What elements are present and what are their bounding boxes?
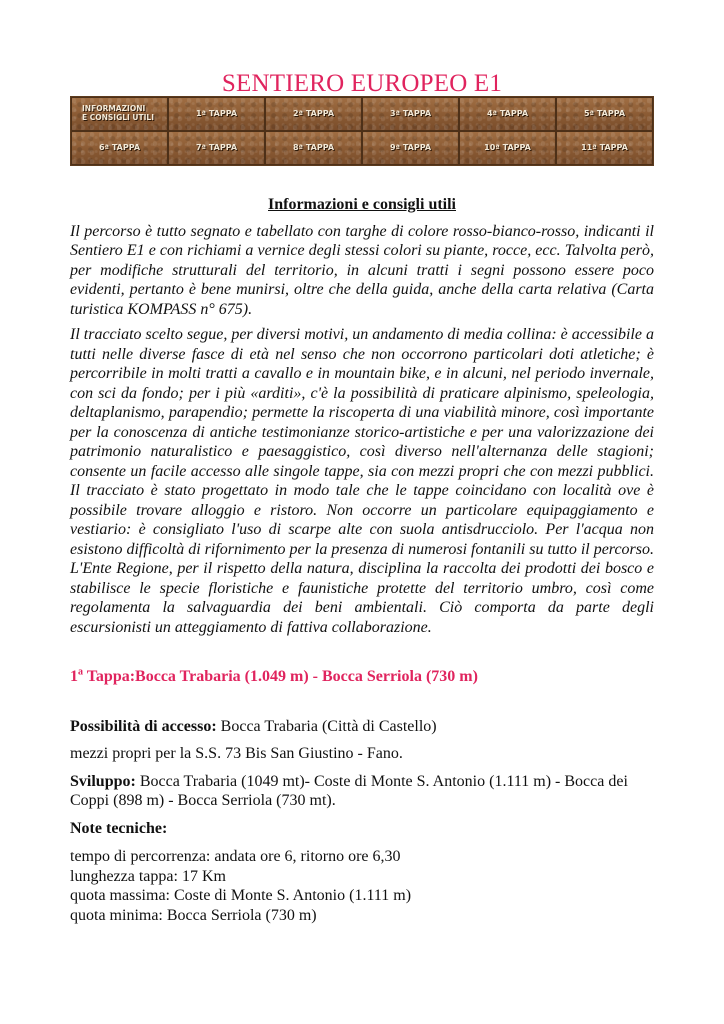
- page-title: SENTIERO EUROPEO E1: [221, 70, 503, 97]
- nav-stage-10-button[interactable]: 10ª TAPPA: [459, 131, 556, 165]
- note-travel-time: tempo di percorrenza: andata ore 6, ritorno ore 6,30: [70, 848, 401, 865]
- nav-stage-1-button[interactable]: 1ª TAPPA: [168, 97, 265, 131]
- technical-notes: [70, 847, 654, 925]
- nav-stage-3-button[interactable]: 3ª TAPPA: [362, 97, 459, 131]
- note-min-altitude: quota minima: Bocca Serriola (730 m): [70, 906, 317, 924]
- access-line-2: mezzi propri per la S.S. 73 Bis San Giustino - Fano.: [70, 745, 403, 762]
- access-label: Possibilità di accesso:: [70, 717, 217, 735]
- development-value: Bocca Trabaria (1049 mt)- Coste di Monte S. Antonio (1.111 m) - Bocca dei Coppi (898 m) - Bocca Serriola (730 mt).: [70, 772, 628, 809]
- nav-info-button[interactable]: INFORMAZIONI E CONSIGLI UTILI: [71, 97, 168, 131]
- note-max-altitude: quota massima: Coste di Monte S. Antonio (1.111 m): [70, 887, 412, 904]
- nav-stage-9-button[interactable]: 9ª TAPPA: [362, 131, 459, 165]
- access-line: [70, 717, 654, 737]
- nav-stage-4-button[interactable]: 4ª TAPPA: [459, 97, 556, 131]
- nav-stage-7-button[interactable]: 7ª TAPPA: [168, 131, 265, 165]
- nav-stage-2-button[interactable]: 2ª TAPPA: [265, 97, 362, 131]
- nav-stage-6-button[interactable]: 6ª TAPPA: [71, 131, 168, 165]
- info-heading: Informazioni e consigli utili: [268, 196, 456, 213]
- development-line: [70, 772, 654, 811]
- nav-stage-11-button[interactable]: 11ª TAPPA: [556, 131, 653, 165]
- access-value: Bocca Trabaria (Città di Castello): [216, 717, 437, 735]
- technical-notes-label: Note tecniche:: [70, 819, 168, 837]
- stage-1-title: [70, 667, 654, 687]
- nav-stage-5-button[interactable]: 5ª TAPPA: [556, 97, 653, 131]
- info-paragraph-2: Il tracciato scelto segue, per diversi motivi, un andamento di media collina: è accessibile a tutti nelle diverse fasce di età nel senso che non occorrono particolari doti atletiche; è percorribile in molti tratti a cavallo e in mountain bike, e in alcuni, nel periodo invernale, con sci da fondo; per i più «arditi», c'è la possibilità di praticare alpinismo, speleologia, deltaplanismo, parapendio; permette la riscoperta di una viabilità minore, così importante per la conoscenza di antiche testimonianze storico-artistiche e per una valorizzazione dei patrimonio naturalistico e paesaggistico, così diverso nell'alternanza delle stagioni; consente un facile accesso alle singole tappe, sia con mezzi propri che con mezzi pubblici. Il tracciato è stato progettato in modo tale che le tappe coincidano con località ove è possibile trovare alloggio e ristoro. Non occorre un particolare equipaggiamento e vestiario: è consigliato l'uso di scarpe alte con suola antisdrucciolo. Per l'acqua non esistono difficoltà di rifornimento per la presenza di numerosi fontanili su tutto il percorso. L'Ente Regione, per il rispetto della natura, disciplina la raccolta dei prodotti dei bosco e stabilisce le specie floristiche e faunistiche protette del territorio umbro, così come regolamenta la salvaguardia dei beni ambientali. Ciò comporta da parte degli escursionisti un atteggiamento di fattiva collaborazione.: [70, 326, 654, 636]
- stage-1-ordinal: a: [78, 666, 83, 678]
- stage-1-title-text: Tappa:Bocca Trabaria (1.049 m) - Bocca Serriola (730 m): [83, 668, 478, 685]
- development-label: Sviluppo:: [70, 772, 136, 790]
- nav-stage-8-button[interactable]: 8ª TAPPA: [265, 131, 362, 165]
- info-paragraph-1: Il percorso è tutto segnato e tabellato con targhe di colore rosso-bianco-rosso, indicanti il Sentiero E1 e con richiami a vernice degli stessi colori su piante, rocce, ecc. Talvolta però, per modifiche strutturali del territorio, in alcuni tratti i segni possono essere poco evidenti, pertanto è bene munirsi, oltre che della guida, anche della carta relativa (Carta turistica KOMPASS n° 675).: [70, 222, 654, 318]
- stage-1-number: 1: [70, 668, 78, 685]
- main-content: [70, 195, 654, 925]
- stage-navigation: [70, 96, 654, 166]
- note-length: lunghezza tappa: 17 Km: [70, 867, 226, 885]
